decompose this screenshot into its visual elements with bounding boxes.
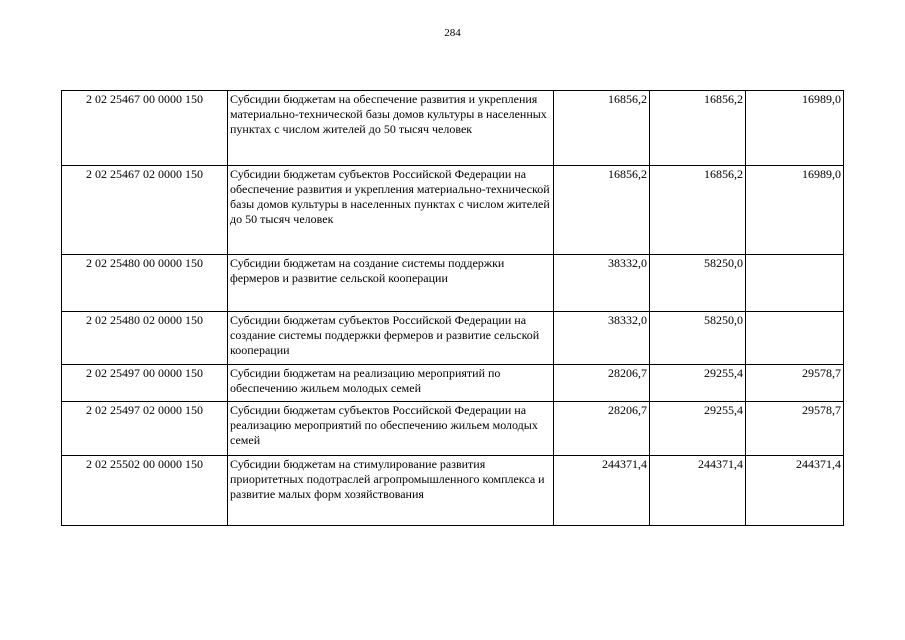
amount-cell-3: 16989,0 — [746, 91, 844, 166]
amount-cell-1: 38332,0 — [554, 312, 650, 365]
amount-cell-3: 29578,7 — [746, 365, 844, 402]
budget-code-cell: 2 02 25497 02 0000 150 — [62, 402, 228, 456]
table-row — [62, 166, 844, 255]
description-cell: Субсидии бюджетам субъектов Российской Федерации на создание системы поддержки фермеров и развитие сельской кооперации — [228, 312, 554, 365]
amount-cell-2: 16856,2 — [650, 166, 746, 255]
budget-code-cell: 2 02 25502 00 0000 150 — [62, 456, 228, 526]
budget-code-cell: 2 02 25480 00 0000 150 — [62, 255, 228, 312]
budget-code-cell: 2 02 25467 02 0000 150 — [62, 166, 228, 255]
description-cell: Субсидии бюджетам субъектов Российской Федерации на обеспечение развития и укрепления материально-технической базы домов культуры в населенных пунктах с числом жителей до 50 тысяч человек — [228, 166, 554, 255]
table-row — [62, 402, 844, 456]
table-row — [62, 255, 844, 312]
amount-cell-1: 38332,0 — [554, 255, 650, 312]
amount-cell-3: 244371,4 — [746, 456, 844, 526]
amount-cell-1: 28206,7 — [554, 402, 650, 456]
table-row — [62, 312, 844, 365]
amount-cell-3: 16989,0 — [746, 166, 844, 255]
budget-code-cell: 2 02 25480 02 0000 150 — [62, 312, 228, 365]
description-cell: Субсидии бюджетам на реализацию мероприятий по обеспечению жильем молодых семей — [228, 365, 554, 402]
description-cell: Субсидии бюджетам на создание системы поддержки фермеров и развитие сельской кооперации — [228, 255, 554, 312]
amount-cell-2: 29255,4 — [650, 365, 746, 402]
table-row — [62, 456, 844, 526]
description-cell: Субсидии бюджетам субъектов Российской Федерации на реализацию мероприятий по обеспечению жильем молодых семей — [228, 402, 554, 456]
budget-code-cell: 2 02 25467 00 0000 150 — [62, 91, 228, 166]
amount-cell-1: 16856,2 — [554, 91, 650, 166]
amount-cell-2: 16856,2 — [650, 91, 746, 166]
budget-code-cell: 2 02 25497 00 0000 150 — [62, 365, 228, 402]
description-cell: Субсидии бюджетам на стимулирование развития приоритетных подотраслей агропромышленного комплекса и развитие малых форм хозяйствования — [228, 456, 554, 526]
amount-cell-2: 58250,0 — [650, 312, 746, 365]
table-row — [62, 91, 844, 166]
amount-cell-3: 29578,7 — [746, 402, 844, 456]
page-number: 284 — [444, 27, 461, 39]
amount-cell-3 — [746, 255, 844, 312]
description-cell: Субсидии бюджетам на обеспечение развития и укрепления материально-технической базы домов культуры в населенных пунктах с числом жителей до 50 тысяч человек — [228, 91, 554, 166]
amount-cell-2: 29255,4 — [650, 402, 746, 456]
amount-cell-3 — [746, 312, 844, 365]
subsidies-table — [61, 90, 844, 526]
amount-cell-1: 16856,2 — [554, 166, 650, 255]
amount-cell-2: 58250,0 — [650, 255, 746, 312]
amount-cell-2: 244371,4 — [650, 456, 746, 526]
amount-cell-1: 28206,7 — [554, 365, 650, 402]
amount-cell-1: 244371,4 — [554, 456, 650, 526]
table-row — [62, 365, 844, 402]
